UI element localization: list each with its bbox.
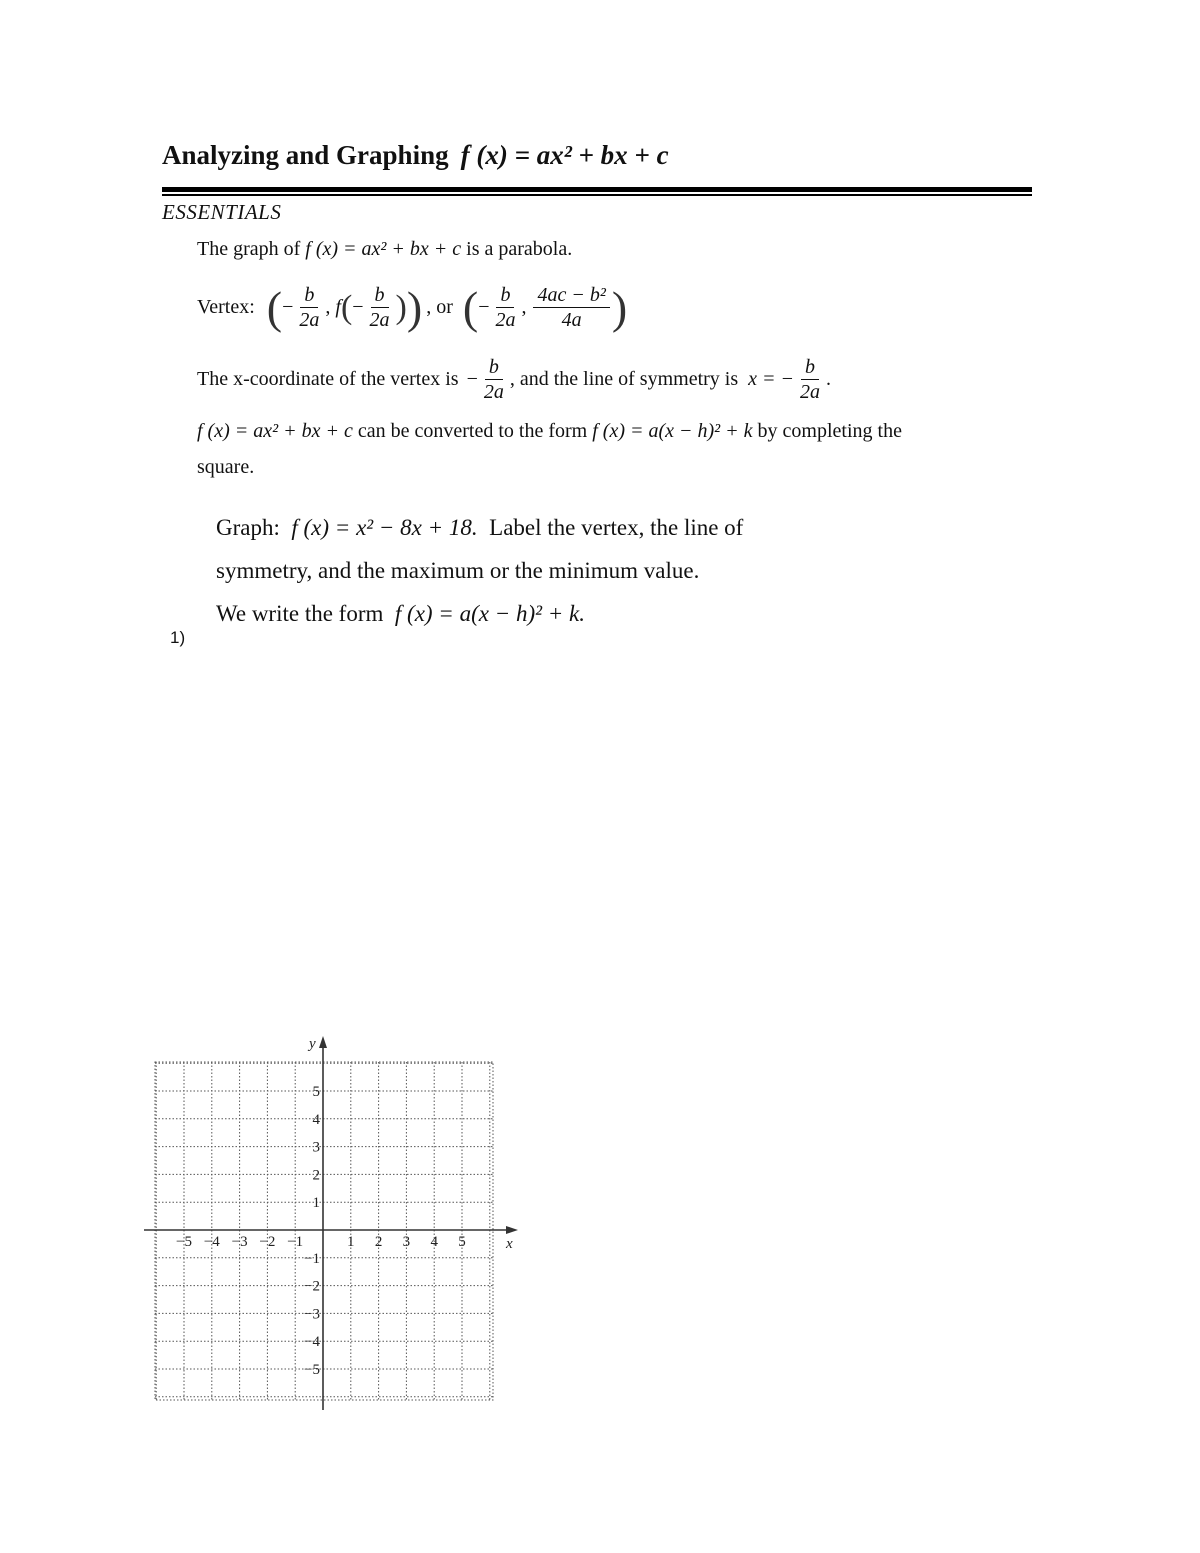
xcoord-prefix: The x-coordinate of the vertex is (197, 368, 459, 390)
vertex-fraction-1: $\frac{b}{2a}$ (299, 284, 320, 331)
example-line-1 (216, 515, 743, 541)
xcoord-line: The x-coordinate of the vertex is − $\frac{b}{2a}$ , and the line of symmetry is x = − $\frac{b}{2a}$ . (197, 356, 832, 403)
grid-svg (140, 1032, 525, 1412)
essentials-parabola-line (197, 238, 572, 261)
example-function: f (x) = x² − 8x + 18. (291, 515, 478, 540)
convert-suffix: by completing the (757, 420, 902, 442)
xcoord-middle: , and the line of symmetry is (509, 368, 739, 390)
convert-middle: can be converted to the form (357, 420, 588, 442)
vertex-label: Vertex: (197, 296, 255, 318)
vertex-fraction-2: $\frac{b}{2a}$ (369, 284, 390, 331)
title-formula: f (x) = ax² + bx + c (460, 140, 669, 170)
convert-formula-1: f (x) = ax² + bx + c (197, 420, 353, 442)
y-tick-label: 2 (312, 1167, 320, 1184)
vertex-f-symbol: f (335, 296, 341, 318)
convert-line (197, 420, 902, 443)
parabola-prefix: The graph of (197, 238, 301, 260)
x-tick-label: 2 (374, 1234, 383, 1250)
x-tick-label: −5 (176, 1234, 192, 1250)
x-tick-label: 4 (430, 1234, 438, 1250)
page-title (162, 140, 669, 171)
convert-line-2: square. (197, 456, 255, 478)
problem-number: 1) (170, 628, 186, 647)
y-tick-label: −4 (304, 1334, 320, 1351)
x-tick-label: 5 (458, 1234, 466, 1250)
x-tick-label: 1 (347, 1234, 355, 1250)
vertex-or: , or (426, 296, 453, 318)
vertex-line: Vertex: ( − $\frac{b}{2a}$ , f ( − $\frac{b}{2a}$ ) ) , or ( − $\frac{b}{2a}$ , $\frac{\text{4ac − b²}}{4a}$ ) (197, 281, 628, 333)
vertex-fraction-4: $\frac{\text{4ac − b²}}{4a}$ (533, 284, 609, 331)
x-tick-label: −3 (231, 1234, 248, 1250)
example-form-label: We write the form (216, 601, 384, 626)
y-tick-label: 5 (312, 1084, 320, 1100)
essentials-heading: ESSENTIALS (162, 200, 282, 224)
x-tick-label: −1 (287, 1234, 304, 1250)
y-tick-label: 1 (312, 1195, 320, 1212)
convert-formula-2: f (x) = a(x − h)² + k (592, 420, 753, 442)
parabola-formula: f (x) = ax² + bx + c (305, 238, 462, 260)
y-tick-label: −2 (304, 1278, 320, 1295)
example-instruction: Label the vertex, the line of (489, 515, 744, 540)
x-axis-label: x (506, 1236, 513, 1252)
title-text: Analyzing and Graphing (162, 140, 449, 170)
coordinate-grid (140, 1032, 525, 1412)
y-tick-label: −1 (304, 1250, 320, 1267)
x-tick-label: −2 (259, 1234, 276, 1250)
y-axis-arrow (319, 1036, 327, 1048)
vertex-fraction-3: $\frac{b}{2a}$ (495, 284, 516, 331)
parabola-suffix: is a parabola. (466, 238, 573, 260)
y-tick-label: 3 (312, 1139, 320, 1156)
y-tick-label: −5 (304, 1362, 320, 1378)
grid-border (155, 1062, 493, 1400)
example-line-3 (216, 601, 585, 627)
y-axis-label: y (309, 1036, 316, 1052)
xcoord-fraction: $\frac{b}{2a}$ (483, 356, 504, 403)
symmetry-x-eq: x = − (748, 368, 795, 390)
y-tick-label: −3 (304, 1306, 320, 1323)
x-axis-arrow (506, 1226, 518, 1234)
y-tick-label: 4 (312, 1111, 320, 1128)
title-rule-thick (162, 187, 1032, 192)
example-vertex-form: f (x) = a(x − h)² + k. (394, 601, 585, 626)
symmetry-fraction: $\frac{b}{2a}$ (800, 356, 821, 403)
title-rule-thin (162, 194, 1032, 196)
x-tick-label: −4 (203, 1234, 220, 1250)
example-line-2: symmetry, and the maximum or the minimum value. (216, 558, 700, 583)
example-graph-label: Graph: (216, 515, 280, 540)
x-tick-label: 3 (402, 1234, 411, 1250)
